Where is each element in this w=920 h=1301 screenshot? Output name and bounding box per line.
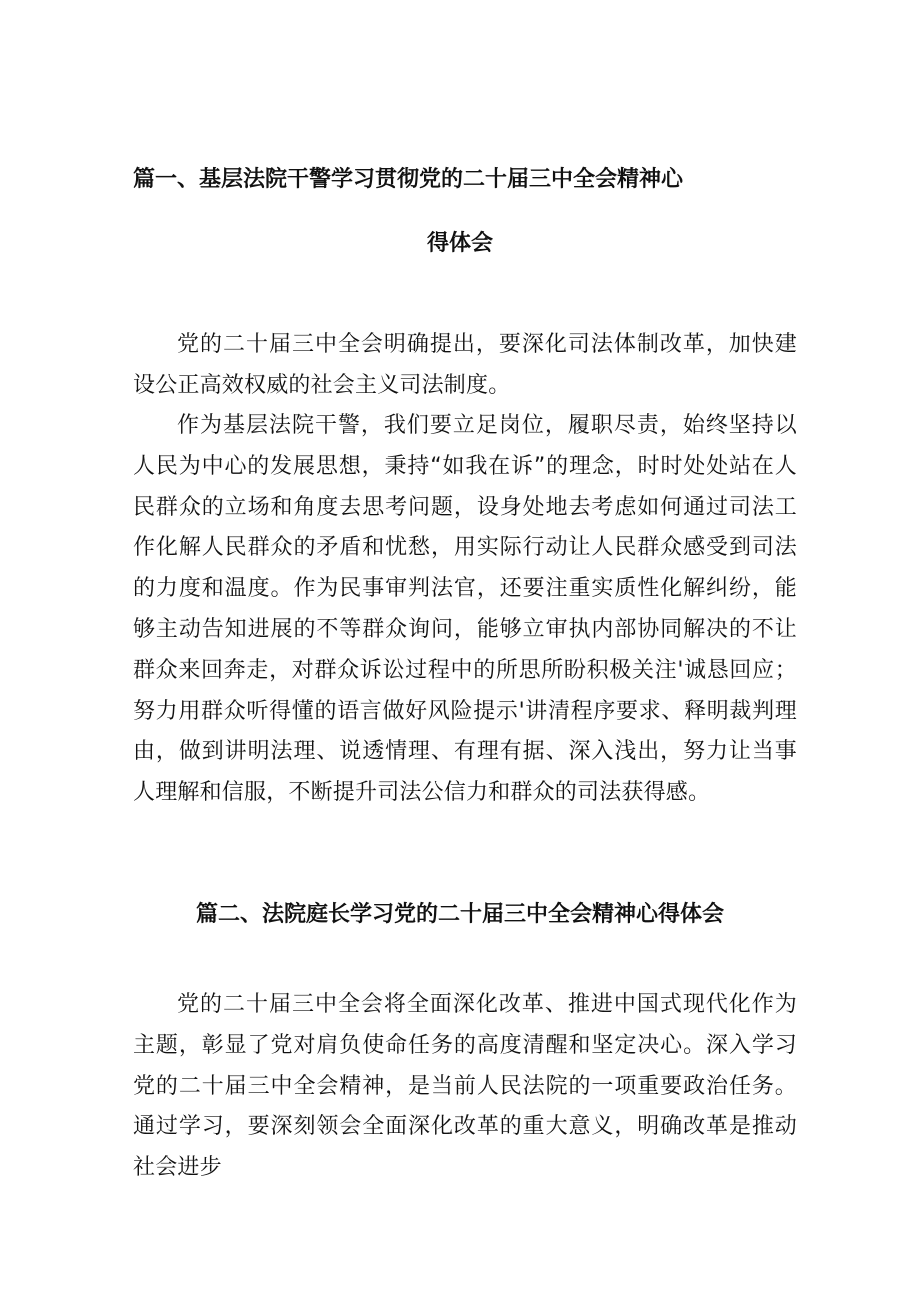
section2-paragraph-1: 党的二十届三中全会将全面深化改革、推进中国式现代化作为主题，彰显了党对肩负使命任务的高度清醒和坚定决心。深入学习党的二十届三中全会精神，是当前人民法院的一项重要政治任务。通过学习，要深刻领会全面深化改革的重大意义，明确改革是推动社会进步: [133, 992, 797, 1181]
section1-paragraph-1: 党的二十届三中全会明确提出，要深化司法体制改革，加快建设公正高效权威的社会主义司法制度。: [133, 332, 797, 398]
section1-paragraph-2: 作为基层法院干警，我们要立足岗位，履职尽责，始终坚持以人民为中心的发展思想，秉持“如我在诉”的理念，时时处处站在人民群众的立场和角度去思考问题，设身处地去考虑如何通过司法工作化解人民群众的矛盾和忧愁，用实际行动让人民群众感受到司法的力度和温度。作为民事审判法官，还要注重实质性化解纠纷，能够主动告知进展的不等群众询问，能够立审执内部协同解决的不让群众来回奔走，对群众诉讼过程中的所思所盼积极关注'诚恳回应；努力用群众听得懂的语言做好风险提示'讲清程序要求、释明裁判理由，做到讲明法理、说透情理、有理有据、深入浅出，努力让当事人理解和信服，不断提升司法公信力和群众的司法获得感。: [133, 413, 797, 806]
section1-title-line2: 得体会: [426, 231, 493, 256]
section2-title: 篇二、法院庭长学习党的二十届三中全会精神心得体会: [195, 902, 724, 927]
section1-title-line1: 篇一、基层法院干警学习贯彻党的二十届三中全会精神心: [133, 167, 684, 192]
